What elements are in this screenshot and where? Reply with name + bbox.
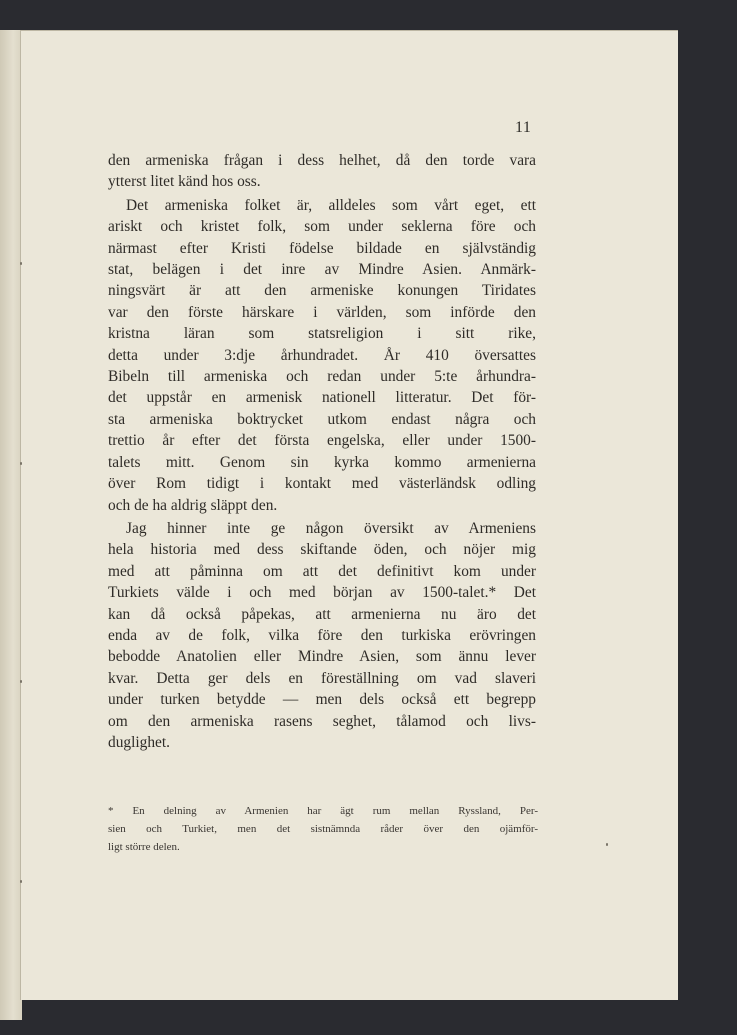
- text-line: ytterst litet känd hos oss.: [108, 173, 261, 191]
- margin-speck: [20, 680, 22, 683]
- text-line: var den förste härskare i världen, som införde den: [108, 303, 536, 321]
- text-line: under turken betydde — men dels också ett begrepp: [108, 691, 536, 709]
- text-line: Bibeln till armeniska och redan under 5:te århundra-: [108, 368, 536, 386]
- text-line: om den armeniska rasens seghet, tålamod och livs-: [108, 712, 536, 730]
- text-line: trettio år efter det första engelska, eller under 1500-: [108, 432, 536, 450]
- text-line: ningsvärt är att den armeniske konungen Tiridates: [108, 282, 536, 300]
- page-number: 11: [515, 119, 532, 136]
- footnote-line: sien och Turkiet, men det sistnämnda råder över den ojämför-: [108, 823, 538, 835]
- text-line: stat, belägen i det inre av Mindre Asien. Anmärk-: [108, 261, 536, 279]
- text-line: sta armeniska boktrycket utkom endast några och: [108, 410, 536, 428]
- text-line: bebodde Anatolien eller Mindre Asien, som ännu lever: [108, 648, 536, 666]
- text-line: det uppstår en armenisk nationell litteratur. Det för-: [108, 389, 536, 407]
- text-line: kristna läran som statsreligion i sitt rike,: [108, 325, 536, 343]
- text-line: närmast efter Kristi födelse bildade en självständig: [108, 239, 536, 257]
- text-line: den armeniska frågan i dess helhet, då den torde vara: [108, 152, 536, 169]
- footnote-line: ligt större delen.: [108, 841, 180, 853]
- text-line: detta under 3:dje århundradet. År 410 översattes: [108, 346, 536, 364]
- text-line: och de ha aldrig släppt den.: [108, 496, 278, 514]
- text-line: ariskt och kristet folk, som under seklerna före och: [108, 218, 536, 236]
- text-line: duglighet.: [108, 733, 170, 751]
- text-line: Turkiets välde i och med början av 1500-talet.* Det: [108, 584, 536, 602]
- body-text: [108, 150, 536, 753]
- text-line: Det armeniska folket är, alldeles som vårt eget, ett: [126, 196, 536, 214]
- footnote-line: * En delning av Armenien har ägt rum mellan Ryssland, Per-: [108, 805, 538, 817]
- text-line: hela historia med dess skiftande öden, och nöjer mig: [108, 541, 536, 559]
- text-line: kvar. Detta ger dels en föreställning om vad slaveri: [108, 669, 536, 687]
- margin-speck: [606, 843, 608, 846]
- text-line: talets mitt. Genom sin kyrka kommo armenierna: [108, 453, 536, 471]
- text-line: med att påminna om att det definitivt kom under: [108, 562, 536, 580]
- margin-speck: [20, 462, 22, 465]
- margin-speck: [20, 262, 22, 265]
- facing-page-edge: [0, 30, 22, 1020]
- text-line: kan då också påpekas, att armenierna nu äro det: [108, 605, 536, 623]
- text-line: Jag hinner inte ge någon översikt av Armeniens: [126, 519, 536, 537]
- text-line: över Rom tidigt i kontakt med västerländsk odling: [108, 475, 536, 493]
- margin-speck: [20, 880, 22, 883]
- text-line: enda av de folk, vilka före den turkiska erövringen: [108, 626, 536, 644]
- footnote: [108, 802, 538, 856]
